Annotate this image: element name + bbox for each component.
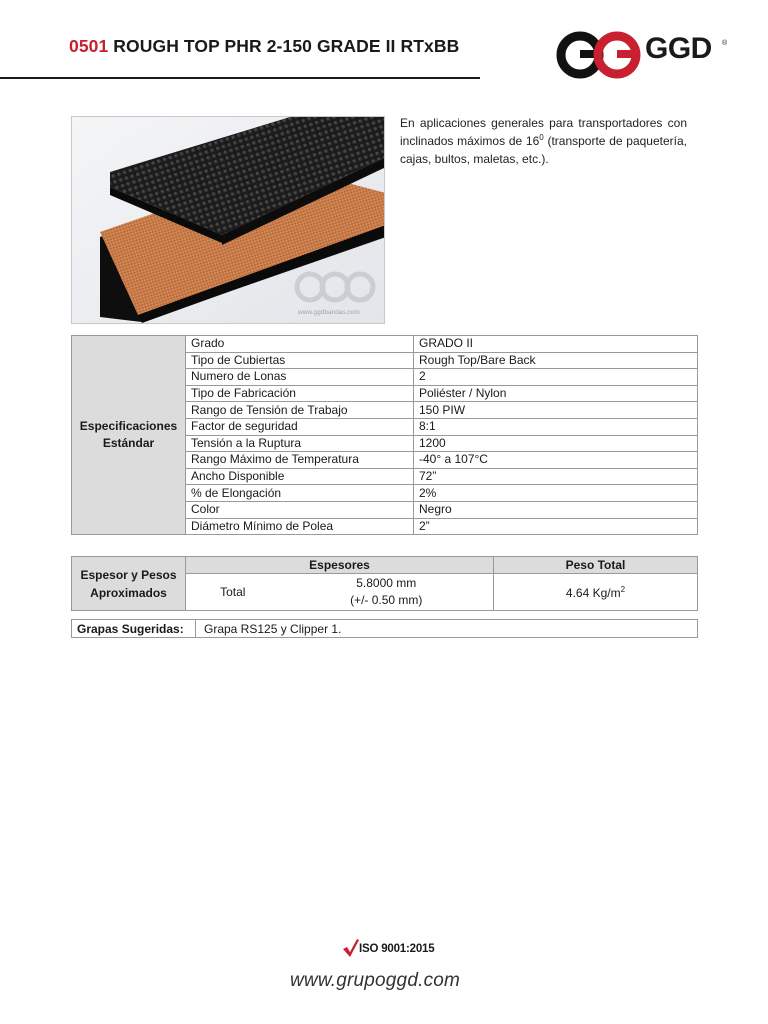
spec-key: Grado (186, 336, 414, 353)
spec-key: Ancho Disponible (186, 468, 414, 485)
spec-value: 2 (414, 369, 698, 386)
specifications-group-label: Especificaciones Estándar (72, 336, 186, 535)
header-divider (0, 77, 480, 79)
clips-value: Grapa RS125 y Clipper 1. (196, 620, 698, 638)
spec-key: Tipo de Fabricación (186, 385, 414, 402)
page-title (69, 36, 459, 57)
suggested-clips-table (71, 619, 698, 638)
logo-text: GGD (645, 32, 712, 65)
spec-value: GRADO II (414, 336, 698, 353)
spec-value: Negro (414, 501, 698, 518)
spec-key: Color (186, 501, 414, 518)
spec-value: 2% (414, 485, 698, 502)
logo-registered-mark: ® (722, 40, 728, 47)
checkmark-icon (342, 938, 360, 958)
product-description: En aplicaciones generales para transportadores con inclinados máximos de $16^0$ (transporte de paquetería, cajas, bultos, maletas, etc.). (400, 116, 687, 166)
spec-value: 150 PIW (414, 402, 698, 419)
spec-value: 72” (414, 468, 698, 485)
peso-total-header: Peso Total (494, 557, 698, 574)
weights-group-label: Espesor y Pesos Aproximados (72, 557, 186, 611)
espesor-value: 5.8000 mm (+/- 0.50 mm) (280, 574, 494, 611)
spec-value: -40° a 107°C (414, 452, 698, 469)
spec-value: Rough Top/Bare Back (414, 352, 698, 369)
clips-label: Grapas Sugeridas: (72, 620, 196, 638)
spec-key: Rango de Tensión de Trabajo (186, 402, 414, 419)
spec-key: Factor de seguridad (186, 418, 414, 435)
website-link[interactable]: www.grupoggd.com (290, 970, 461, 991)
spec-key: Numero de Lonas (186, 369, 414, 386)
spec-key: % de Elongación (186, 485, 414, 502)
total-label: Total (186, 574, 280, 611)
iso-text: ISO 9001:2015 (359, 943, 435, 955)
spec-value: 8:1 (414, 418, 698, 435)
spec-key: Rango Máximo de Temperatura (186, 452, 414, 469)
product-photo (71, 116, 385, 324)
product-code: 0501 (69, 36, 109, 56)
product-name: ROUGH TOP PHR 2-150 GRADE II RTxBB (108, 36, 460, 56)
thickness-weight-table (71, 556, 698, 611)
peso-total-value: 4.64 $Kg/m^2$ (494, 574, 698, 611)
specifications-table (71, 335, 698, 535)
spec-key: Tipo de Cubiertas (186, 352, 414, 369)
spec-key: Diámetro Mínimo de Polea (186, 518, 414, 535)
spec-value: 2” (414, 518, 698, 535)
spec-key: Tensión a la Ruptura (186, 435, 414, 452)
spec-value: 1200 (414, 435, 698, 452)
photo-watermark: www.ggdbandas.com (298, 309, 360, 316)
espesores-header: Espesores (186, 557, 494, 574)
spec-value: Poliéster / Nylon (414, 385, 698, 402)
